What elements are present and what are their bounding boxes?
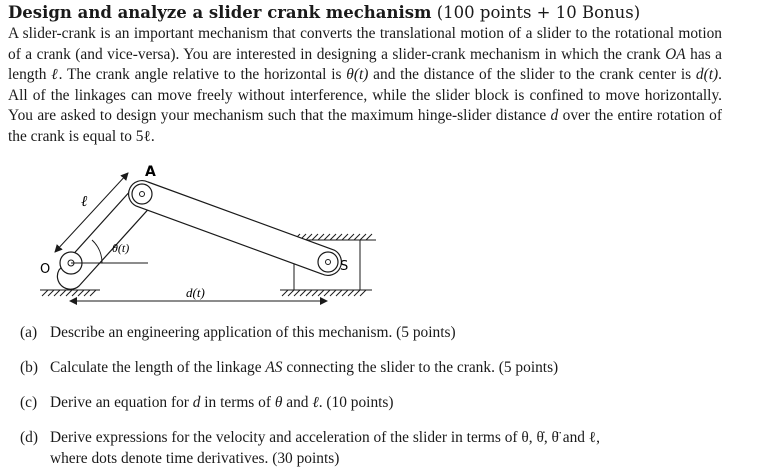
joint-A-pin	[140, 192, 145, 197]
question-a	[20, 322, 725, 343]
intro-text-6: over the entire rotation of the crank is equal to	[8, 107, 722, 145]
question-text: and	[282, 394, 313, 411]
connecting-rod-AS	[129, 181, 342, 276]
label-O: O	[40, 262, 51, 277]
label-ell: ℓ	[81, 194, 88, 210]
title-bold: Design and analyze a slider crank mechanism	[8, 3, 432, 22]
question-d	[20, 427, 725, 469]
intro-var-d: d	[550, 107, 559, 125]
question-var: AS	[265, 359, 283, 376]
intro-var-dt: d(t)	[695, 66, 719, 84]
question-var: θ	[274, 394, 283, 411]
intro-text-3: . The crank angle relative to the horizontal is	[58, 66, 347, 84]
question-c	[20, 392, 725, 413]
slider-crank-figure	[0, 160, 420, 310]
label-A: A	[145, 164, 156, 180]
ground-left	[40, 290, 100, 296]
title-points: (100 points + 10 Bonus)	[436, 3, 641, 22]
label-S: S	[340, 259, 349, 274]
question-text: Calculate the length of the linkage	[50, 359, 266, 376]
question-text: Derive expressions for the velocity and acceleration of the slider in terms of θ, θ̇, θ̈ and ℓ,	[50, 429, 601, 446]
intro-text-1: A slider-crank is an important mechanism that converts the translational motion of a slider to the rotational motion of a crank (and vice-versa). You are interested in designing a slider-crank mechanism in which the crank	[8, 25, 722, 63]
question-text: Derive an equation for	[50, 394, 193, 411]
problem-title	[8, 3, 640, 22]
ground-right	[280, 290, 372, 296]
joint-S-pin	[326, 260, 331, 265]
question-text: in terms of	[200, 394, 275, 411]
problem-intro	[8, 24, 722, 148]
intro-text-2: has a length	[8, 45, 723, 84]
intro-text-4: and the distance of the slider to the crank center is	[368, 66, 696, 84]
question-text: . (10 points)	[318, 394, 394, 411]
intro-var-theta: θ(t)	[346, 66, 369, 84]
intro-text-7: .	[150, 127, 155, 145]
question-label: (b)	[20, 359, 38, 376]
question-label: (d)	[20, 429, 38, 446]
question-text: connecting the slider to the crank. (5 points)	[282, 359, 559, 376]
intro-var-ell: ℓ	[51, 66, 59, 84]
question-text: Describe an engineering application of this mechanism. (5 points)	[50, 324, 456, 341]
question-b	[20, 357, 725, 378]
intro-text-5: . All of the linkages can move freely without interference, while the slider block is confined to move horizontally. You are asked to design your mechanism such that the maximum hinge-slider distance	[8, 66, 722, 125]
question-var: d	[192, 394, 201, 411]
question-var: ℓ	[312, 394, 319, 411]
question-label: (a)	[20, 324, 38, 341]
question-text-cont: where dots denote time derivatives. (30 points)	[50, 450, 340, 467]
label-theta: θ(t)	[112, 241, 130, 255]
question-label: (c)	[20, 394, 38, 411]
intro-var-5ell: 5ℓ	[135, 127, 151, 145]
intro-var-OA: OA	[665, 45, 686, 63]
label-d: d(t)	[186, 285, 205, 300]
